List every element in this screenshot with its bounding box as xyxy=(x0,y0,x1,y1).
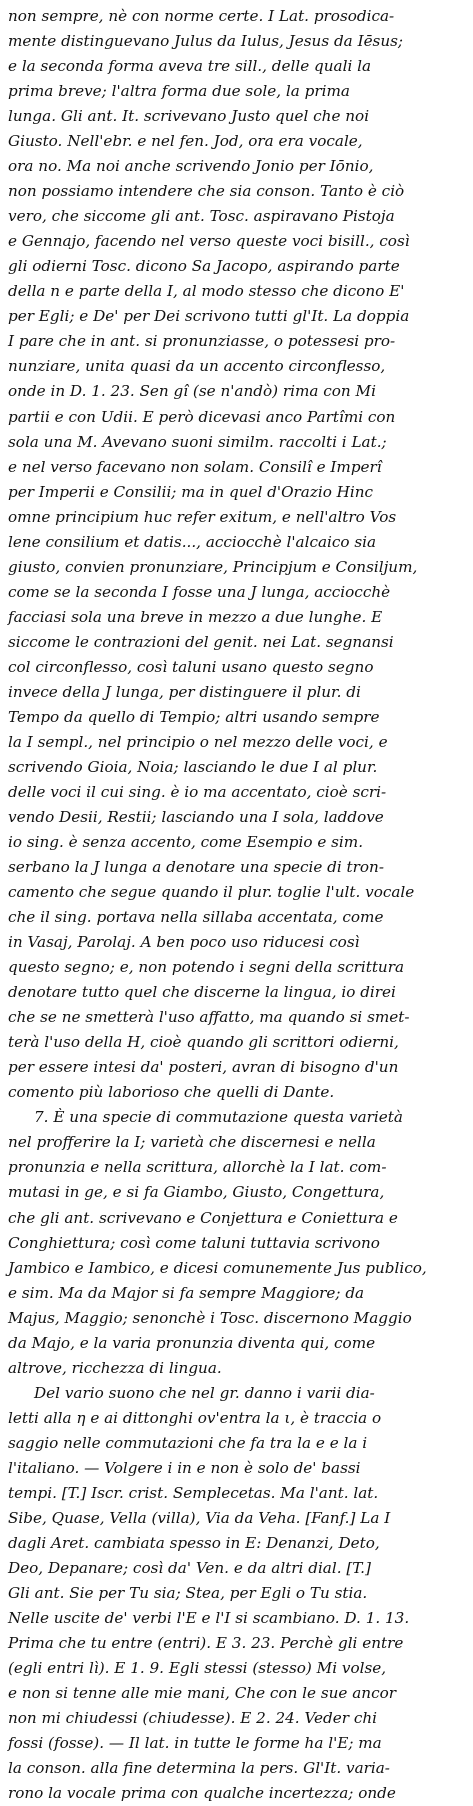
text-line: facciasi sola una breve in mezzo a due lunghe. E xyxy=(8,607,383,626)
text-line: che se ne smetterà l'uso affatto, ma quando si smet- xyxy=(8,1008,410,1027)
text-line: e nel verso facevano non solam. Consilî e Imperî xyxy=(8,457,382,476)
text-line: nel profferire la I; varietà che discernesi e nella xyxy=(8,1133,376,1152)
text-line: non mi chiudessi (chiudesse). E 2. 24. Veder chi xyxy=(8,1709,377,1728)
text-line: dagli Aret. cambiata spesso in E: Denanzi, Deto, xyxy=(8,1533,380,1552)
text-line: Gli ant. Sie per Tu sia; Stea, per Egli o Tu stia. xyxy=(8,1583,368,1602)
text-line: non possiamo intendere che sia conson. Tanto è ciò xyxy=(8,182,405,201)
text-line: e non si tenne alle mie mani, Che con le sue ancor xyxy=(8,1684,396,1703)
text-line: omne principium huc refer exitum, e nell'altro Vos xyxy=(8,507,397,526)
text-line: prima breve; l'altra forma due sole, la prima xyxy=(8,82,350,101)
text-line: e sim. Ma da Major si fa sempre Maggiore; da xyxy=(8,1283,365,1302)
text-line: per essere intesi da' posteri, avran di bisogno d'un xyxy=(8,1058,399,1077)
text-line: partii e con Udii. E però dicevasi anco Partîmi con xyxy=(8,407,396,426)
text-line: io sing. è senza accento, come Esempio e sim. xyxy=(8,833,364,852)
text-line: l'italiano. — Volgere i in e non è solo de' bassi xyxy=(8,1458,361,1477)
paragraph-start-line: Del vario suono che nel gr. danno i varii dia- xyxy=(34,1383,375,1402)
text-line: onde in D. 1. 23. Sen gî (se n'andò) rima con Mi xyxy=(8,382,376,401)
text-line: vero, che siccome gli ant. Tosc. aspiravano Pistoja xyxy=(8,207,395,226)
text-line: invece della J lunga, per distinguere il plur. di xyxy=(8,682,361,701)
text-line: mutasi in ge, e si fa Giambo, Giusto, Congettura, xyxy=(8,1183,385,1202)
text-line: che il sing. portava nella sillaba accentata, come xyxy=(8,908,384,927)
text-line: serbano la J lunga a denotare una specie di tron- xyxy=(8,858,384,877)
text-line: col circonflesso, così taluni usano questo segno xyxy=(8,657,374,676)
text-line: la conson. alla fine determina la pers. Gl'It. varia- xyxy=(8,1759,390,1778)
text-line: non sempre, nè con norme certe. I Lat. prosodica- xyxy=(8,7,395,25)
text-line: vendo Desii, Restii; lasciando una I sola, laddove xyxy=(8,808,384,826)
text-line: come se la seconda I fosse una J lunga, acciocchè xyxy=(8,582,391,601)
text-line: Tempo da quello di Tempio; altri usando sempre xyxy=(8,707,380,726)
text-line: e Gennajo, facendo nel verso queste voci bisill., così xyxy=(8,232,410,251)
text-line: della n e parte della I, al modo stesso che dicono E' xyxy=(8,282,405,301)
text-line: questo segno; e, non potendo i segni della scrittura xyxy=(8,958,405,977)
text-line: denotare tutto quel che discerne la lingua, io direi xyxy=(8,983,396,1002)
text-line: per Egli; e De' per Dei scrivono tutti gl'It. La doppia xyxy=(8,307,410,326)
text-line: Prima che tu entre (entri). E 3. 23. Perchè gli entre xyxy=(8,1634,404,1653)
text-line: I pare che in ant. si pronunziasse, o potessesi pro- xyxy=(8,332,396,351)
text-line: in Vasaj, Parolaj. A ben poco uso riducesi così xyxy=(8,933,360,952)
text-line: la I sempl., nel principio o nel mezzo delle voci, e xyxy=(8,732,388,751)
text-line: Nelle uscite de' verbi l'E e l'I si scambiano. D. 1. 13. xyxy=(8,1609,410,1627)
text-line: giusto, convien pronunziare, Principjum e Consiljum, xyxy=(8,557,418,576)
text-line: comento più laborioso che quelli di Dante. xyxy=(8,1083,335,1102)
text-line: Jambico e Iambico, e dicesi comunemente Jus publico, xyxy=(8,1258,427,1277)
text-line: per Imperii e Consilii; ma in quel d'Orazio Hinc xyxy=(8,482,374,501)
text-line: siccome le contrazioni del genit. nei Lat. segnansi xyxy=(8,632,394,651)
text-line: lene consilium et datis..., acciocchè l'alcaico sia xyxy=(8,532,377,551)
text-line: tempi. [T.] Iscr. crist. Semplecetas. Ma l'ant. lat. xyxy=(8,1483,379,1502)
entry-text-column xyxy=(8,4,465,1806)
text-line: ora no. Ma noi anche scrivendo Jonio per Iōnio, xyxy=(8,157,374,176)
text-line: camento che segue quando il plur. toglie l'ult. vocale xyxy=(8,883,415,902)
text-line: e la seconda forma aveva tre sill., delle quali la xyxy=(8,57,372,76)
text-line: saggio nelle commutazioni che fa tra la e e la i xyxy=(8,1433,368,1452)
text-line: Majus, Maggio; senonchè i Tosc. discernono Maggio xyxy=(8,1308,412,1327)
text-line: fossi (fosse). — Il lat. in tutte le forme ha l'E; ma xyxy=(8,1734,382,1753)
text-line: che gli ant. scrivevano e Conjettura e Coniettura e xyxy=(8,1208,398,1227)
text-line: Conghiettura; così come taluni tuttavia scrivono xyxy=(8,1233,380,1252)
text-line: (egli entri lì). E 1. 9. Egli stessi (stesso) Mi volse, xyxy=(8,1659,387,1678)
text-line: rono la vocale prima con qualche incertezza; onde xyxy=(8,1784,396,1803)
text-line: scrivendo Gioia, Noia; lasciando le due I al plur. xyxy=(8,757,378,776)
text-line: da Majo, e la varia pronunzia diventa qui, come xyxy=(8,1333,376,1352)
text-line: Deo, Depanare; così da' Ven. e da altri dial. [T.] xyxy=(8,1558,371,1577)
text-line: sola una M. Avevano suoni similm. raccolti i Lat.; xyxy=(8,432,387,451)
text-line: lunga. Gli ant. It. scrivevano Justo quel che noi xyxy=(8,107,370,126)
text-line: delle voci il cui sing. è io ma accentato, cioè scri- xyxy=(8,782,387,801)
text-line: terà l'uso della H, cioè quando gli scrittori odierni, xyxy=(8,1033,399,1052)
section-7-start-line: 7. È una specie di commutazione questa varietà xyxy=(34,1108,403,1127)
text-line: altrove, ricchezza di lingua. xyxy=(8,1358,222,1377)
text-line: Sibe, Quase, Vella (villa), Via da Veha. [Fanf.] La I xyxy=(8,1508,391,1527)
text-line: mente distinguevano Julus da Iulus, Jesus da Iēsus; xyxy=(8,32,404,51)
text-line: gli odierni Tosc. dicono Sa Jacopo, aspirando parte xyxy=(8,257,400,276)
text-line: pronunzia e nella scrittura, allorchè la I lat. com- xyxy=(8,1158,387,1177)
text-line: Giusto. Nell'ebr. e nel fen. Jod, ora era vocale, xyxy=(8,132,363,151)
text-line: nunziare, unita quasi da un accento circonflesso, xyxy=(8,357,386,376)
text-line: letti alla η e ai dittonghi ov'entra la ι, è traccia o xyxy=(8,1408,382,1427)
